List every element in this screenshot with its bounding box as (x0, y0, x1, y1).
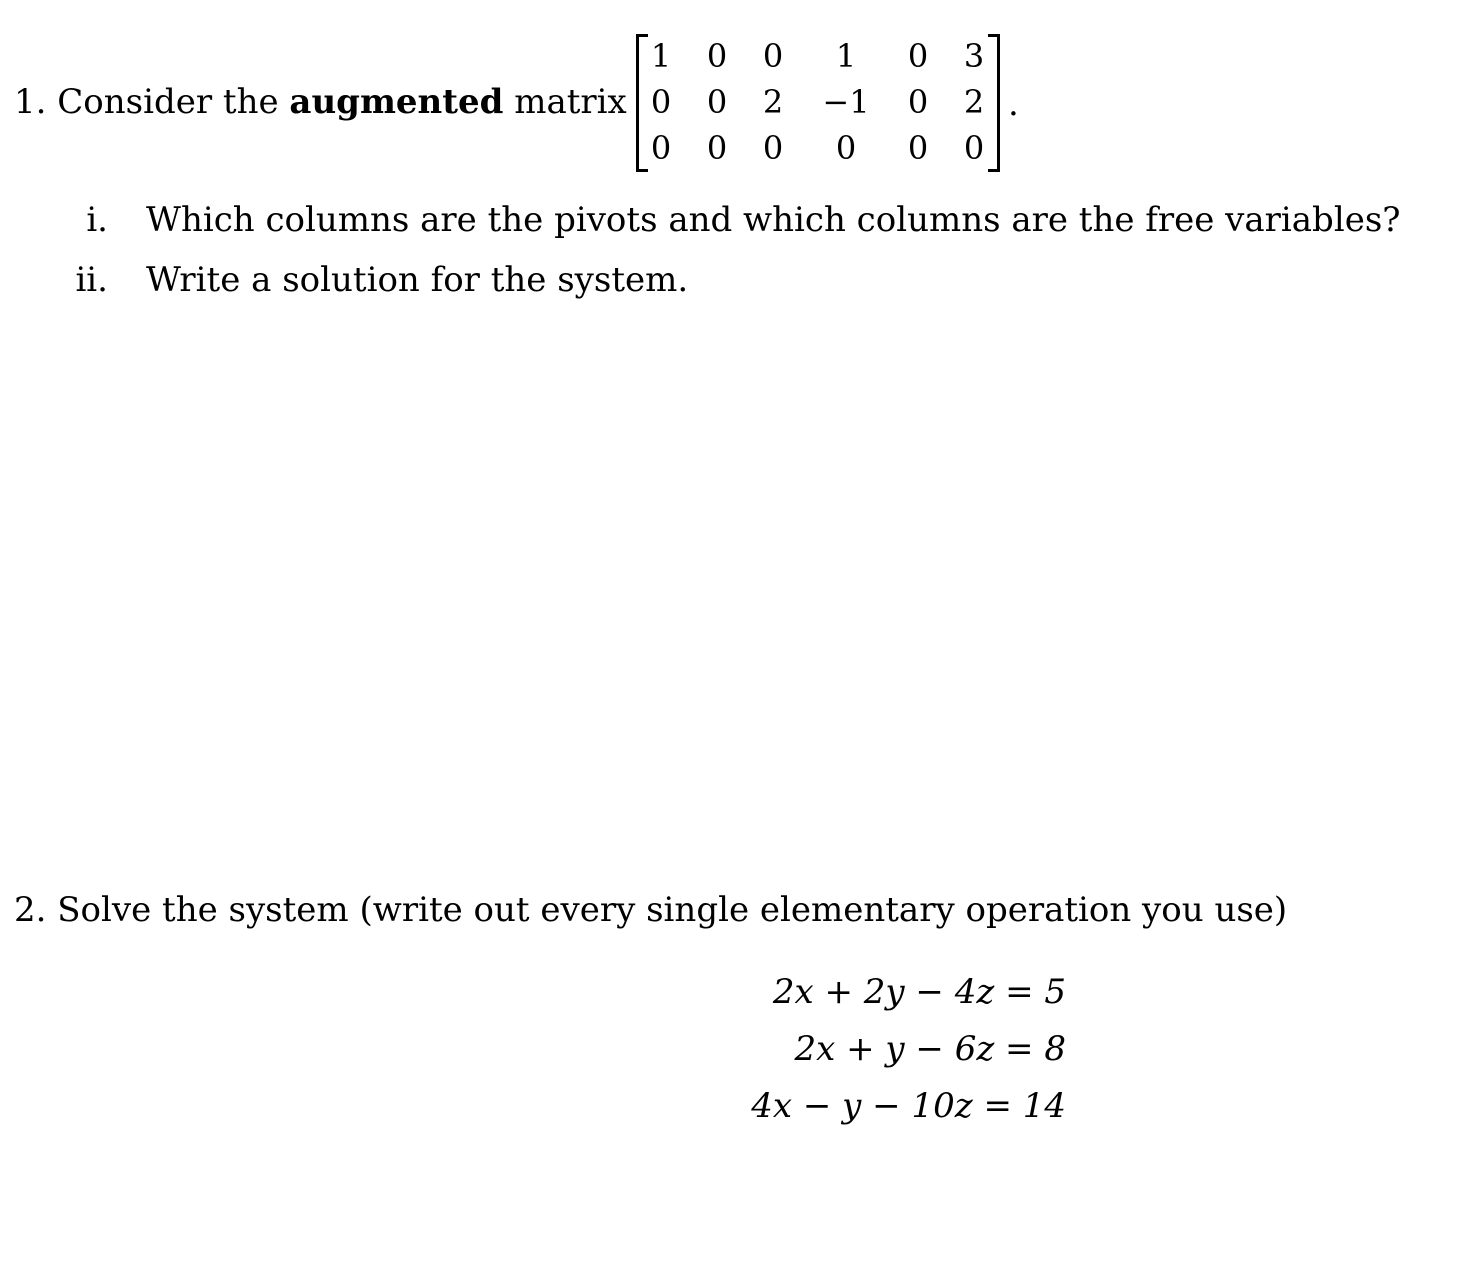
equation-2: 2x + y − 6z = 8 (794, 1029, 1066, 1069)
augmented-matrix (636, 34, 1000, 174)
subquestion-label: i. (86, 200, 108, 240)
subquestion-label: ii. (75, 260, 108, 300)
problem-1-number: 1. (14, 82, 47, 122)
matrix-cell: 0 (706, 83, 728, 121)
problem-2-text: Solve the system (write out every single elementary operation you use) (57, 890, 1288, 930)
matrix-cell: 0 (706, 37, 728, 75)
matrix-cell: 0 (706, 129, 728, 167)
matrix-cell: 1 (835, 37, 857, 75)
equation-3: 4x − y − 10z = 14 (751, 1086, 1066, 1126)
matrix-cell: 1 (650, 37, 672, 75)
subquestion-text: Which columns are the pivots and which columns are the free variables? (146, 200, 1401, 240)
matrix-cell: 0 (762, 37, 784, 75)
problem-2-number: 2. (14, 890, 47, 930)
matrix-cell: 0 (907, 83, 929, 121)
matrix-cell: 0 (762, 129, 784, 167)
problem-1-after-bold: matrix (514, 82, 627, 122)
matrix-cell: 2 (762, 83, 784, 121)
problem-2-statement (14, 890, 1287, 930)
subquestion-text: Write a solution for the system. (146, 260, 689, 300)
matrix-cell: 0 (650, 83, 672, 121)
matrix-cell: 3 (963, 37, 985, 75)
matrix-cell: 0 (650, 129, 672, 167)
matrix-cell: 2 (963, 83, 985, 121)
matrix-cell: 0 (835, 129, 857, 167)
equation-1: 2x + 2y − 4z = 5 (772, 972, 1066, 1012)
problem-1-bold-word: augmented (289, 82, 504, 122)
matrix-cell: 0 (907, 37, 929, 75)
matrix-cell: 0 (907, 129, 929, 167)
matrix-cell: −1 (822, 83, 870, 121)
problem-1-statement (14, 82, 627, 122)
problem-1-intro: Consider the (57, 82, 279, 122)
matrix-cell: 0 (963, 129, 985, 167)
matrix-period: . (1008, 84, 1019, 124)
